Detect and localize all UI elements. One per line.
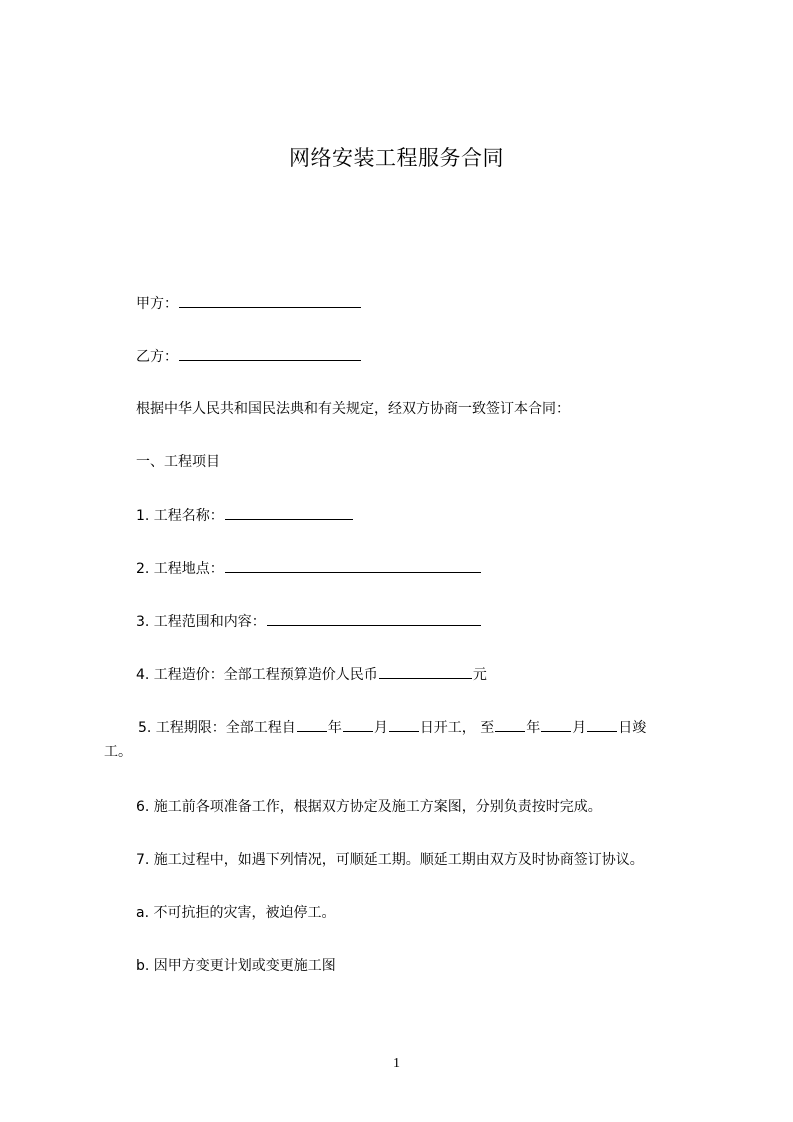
- item5-end-month-blank[interactable]: [541, 717, 571, 732]
- item4-label: 4. 工程造价：全部工程预算造价人民币: [136, 667, 378, 683]
- item-b: b. 因甲方变更计划或变更施工图: [136, 958, 336, 974]
- item2-blank[interactable]: [225, 558, 481, 573]
- item1-line: [136, 505, 354, 526]
- party-a-blank[interactable]: [179, 293, 361, 308]
- party-a-label: 甲方：: [136, 296, 178, 312]
- party-b-label: 乙方：: [136, 349, 178, 365]
- item5-year: 年: [327, 720, 342, 736]
- item5-paragraph: [104, 716, 704, 764]
- item4-line: [136, 664, 487, 685]
- item5-end-year-blank[interactable]: [495, 717, 525, 732]
- item5-day-end: 日竣: [618, 720, 647, 736]
- item5-continuation: 工。: [104, 744, 132, 760]
- document-title: 网络安装工程服务合同: [289, 146, 504, 170]
- item5-prefix: 5. 工程期限：全部工程自: [138, 720, 296, 736]
- item4-blank[interactable]: [379, 664, 472, 679]
- party-a-line: [136, 293, 362, 314]
- item6: 6. 施工前各项准备工作，根据双方协定及施工方案图，分别负责按时完成。: [136, 799, 602, 815]
- item2-line: [136, 558, 482, 579]
- item2-label: 2. 工程地点：: [136, 561, 224, 577]
- item3-label: 3. 工程范围和内容：: [136, 614, 266, 630]
- item3-blank[interactable]: [267, 611, 481, 626]
- item5-start-year-blank[interactable]: [297, 717, 327, 732]
- party-b-line: [136, 346, 362, 367]
- item5-month2: 月: [572, 720, 587, 736]
- party-b-blank[interactable]: [179, 346, 361, 361]
- section1-heading: 一、工程项目: [136, 454, 220, 470]
- item5-start-day-blank[interactable]: [389, 717, 419, 732]
- item3-line: [136, 611, 482, 632]
- item-a: a. 不可抗拒的灾害，被迫停工。: [136, 905, 336, 921]
- item5-month: 月: [373, 720, 388, 736]
- item7: 7. 施工过程中，如遇下列情况，可顺延工期。顺延工期由双方及时协商签订协议。: [136, 852, 644, 868]
- item1-blank[interactable]: [225, 505, 353, 520]
- item1-label: 1. 工程名称：: [136, 508, 224, 524]
- item5-day-start: 日开工， 至: [419, 720, 495, 736]
- item5-year2: 年: [526, 720, 541, 736]
- item5-start-month-blank[interactable]: [343, 717, 373, 732]
- preamble: 根据中华人民共和国民法典和有关规定，经双方协商一致签订本合同：: [136, 401, 570, 417]
- item5-end-day-blank[interactable]: [587, 717, 617, 732]
- item4-unit: 元: [472, 667, 487, 683]
- page-number: 1: [393, 1056, 400, 1071]
